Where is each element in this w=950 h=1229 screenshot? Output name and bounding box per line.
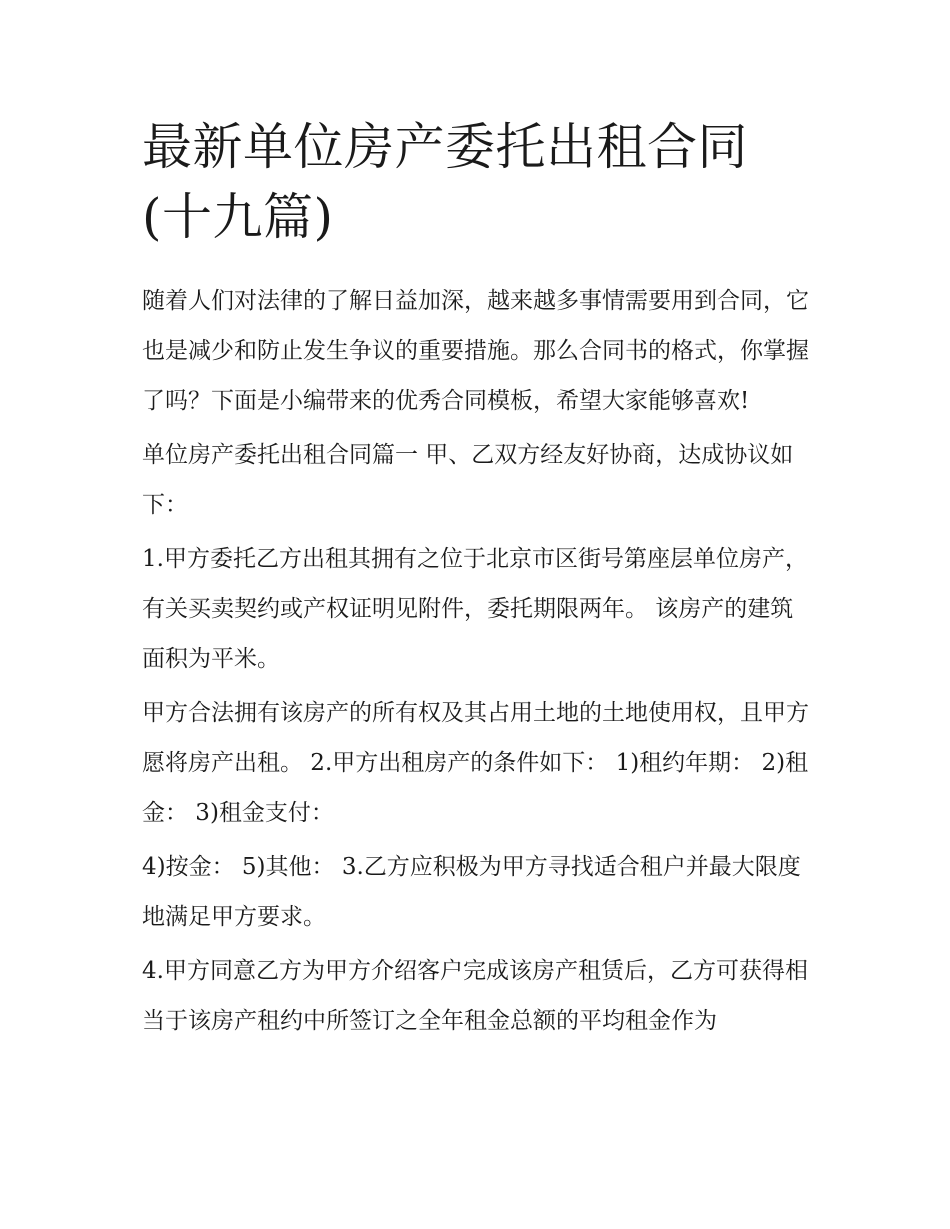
document-page — [142, 112, 814, 1050]
document-title: 最新单位房产委托出租合同(十九篇) — [142, 118, 748, 246]
paragraph-ownership: 甲方合法拥有该房产的所有权及其占用土地的土地使用权，且甲方愿将房产出租。 2.甲方出租房产的条件如下： 1)租约年期： 2)租金： 3)租金支付： — [142, 700, 809, 826]
paragraph-section-one: 单位房产委托出租合同篇一 甲、乙双方经友好协商，达成协议如下： — [142, 442, 794, 518]
paragraph-clause-3: 4)按金： 5)其他： 3.乙方应积极为甲方寻找适合租户并最大限度地满足甲方要求。 — [142, 854, 801, 930]
paragraph-intro: 随着人们对法律的了解日益加深，越来越多事情需要用到合同，它也是减少和防止发生争议的重要措施。那么合同书的格式，你掌握了吗？下面是小编带来的优秀合同模板，希望大家能够喜欢! — [142, 288, 809, 414]
paragraph-clause-4: 4.甲方同意乙方为甲方介绍客户完成该房产租赁后，乙方可获得相当于该房产租约中所签订之全年租金总额的平均租金作为 — [142, 958, 808, 1034]
paragraph-clause-1: 1.甲方委托乙方出租其拥有之位于北京市区街号第座层单位房产，有关买卖契约或产权证明见附件，委托期限两年。 该房产的建筑面积为平米。 — [142, 546, 808, 672]
